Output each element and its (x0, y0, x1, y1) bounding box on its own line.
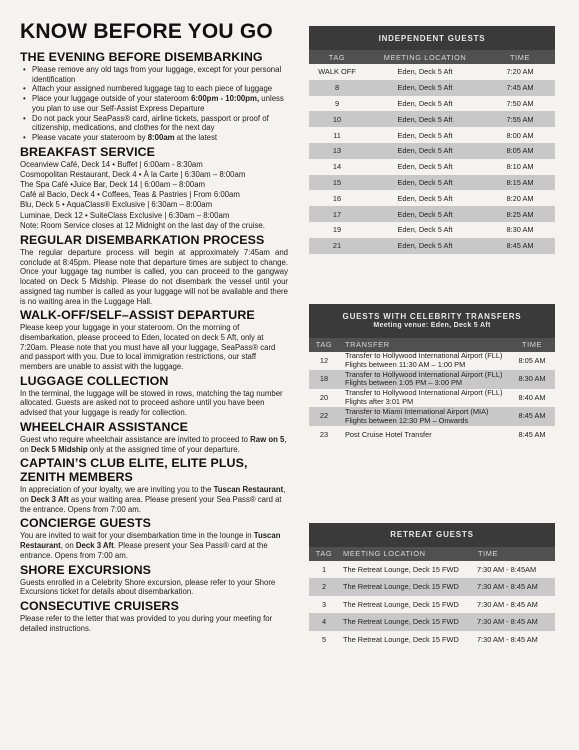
table-cell: 7:30 AM - 8:45 AM (477, 613, 555, 631)
table-cell: Eden, Deck 5 Aft (365, 80, 485, 96)
table-cell: Post Cruise Hotel Transfer (339, 426, 509, 445)
concierge-text (20, 531, 288, 560)
retreat-title: RETREAT GUESTS (309, 523, 555, 547)
table-cell: 13 (309, 143, 365, 159)
table-row (309, 111, 555, 127)
table-cell: 8:05 AM (509, 352, 555, 371)
consecutive-heading: CONSECUTIVE CRUISERS (20, 598, 179, 613)
table-cell: 8 (309, 80, 365, 96)
table-cell: 9 (309, 96, 365, 112)
evening-bullet-1: • Please remove any old tags from your luggage, except for your personal identification (32, 65, 288, 84)
table-row (309, 352, 555, 371)
table-cell: The Retreat Lounge, Deck 15 FWD (339, 613, 477, 631)
evening-bullet-3 (32, 94, 288, 113)
table-row (309, 96, 555, 112)
table-cell: 16 (309, 190, 365, 206)
transfers-rows (309, 352, 555, 445)
table-cell: Eden, Deck 5 Aft (365, 238, 485, 254)
evening-bullet-4: • Do not pack your SeaPass® card, airline tickets, passport or proof of citizenship, medications, and clothes for the next day (32, 114, 288, 133)
transfers-header (309, 304, 555, 338)
regular-heading: REGULAR DISEMBARKATION PROCESS (20, 233, 265, 248)
breakfast-heading: BREAKFAST SERVICE (20, 144, 156, 159)
table-row (309, 64, 555, 80)
table-cell: 8:10 AM (485, 159, 555, 175)
wheelchair-section (20, 420, 288, 454)
table-cell: Transfer to Hollywood International Airport (FLL) Flights between 11:30 AM – 1:00 PM (339, 352, 509, 371)
table-row (309, 190, 555, 206)
walkoff-heading: WALK-OFF/SELF–ASSIST DEPARTURE (20, 308, 255, 323)
concierge-venue: Tuscan Restaurant (20, 531, 281, 551)
breakfast-line-1: Oceanview Café, Deck 14 • Buffet | 6:00am - 8:30am (20, 159, 203, 169)
concierge-t1: You are invited to wait for your disembarkation time in the lounge in (20, 531, 254, 541)
right-column (309, 26, 555, 648)
table-cell: 8:45 AM (485, 238, 555, 254)
captains-venue: Tuscan Restaurant (213, 485, 284, 495)
wheelchair-text (20, 435, 288, 454)
evening-list (20, 65, 288, 143)
table-cell: 8:40 AM (509, 389, 555, 408)
table-cell: The Retreat Lounge, Deck 15 FWD (339, 578, 477, 596)
concierge-t3: , on (60, 541, 76, 551)
table-cell: 7:50 AM (485, 96, 555, 112)
concierge-deck: Deck 3 Aft (75, 541, 114, 551)
evening-bullet-3-post: unless you plan to use our Self-Assist Express Departure (32, 94, 284, 113)
table-cell: Transfer to Miami International Airport (MIA) Flights between 12:30 PM – Onwards (339, 407, 509, 426)
table-cell: 7:30 AM - 8:45 AM (477, 631, 555, 649)
wheelchair-venue: Raw on 5 (250, 434, 285, 444)
transfers-col-time: TIME (509, 338, 555, 352)
table-cell: Eden, Deck 5 Aft (365, 175, 485, 191)
table-cell: Eden, Deck 5 Aft (365, 206, 485, 222)
transfers-subtitle: Meeting venue: Eden, Deck 5 Aft (373, 322, 491, 330)
breakfast-line-2: Cosmopolitan Restaurant, Deck 4 • À la Carte | 6:30am – 8:00am (20, 169, 246, 179)
table-cell: The Retreat Lounge, Deck 15 FWD (339, 561, 477, 579)
evening-heading: THE EVENING BEFORE DISEMBARKING (20, 50, 263, 64)
table-cell: 19 (309, 222, 365, 238)
table-cell: 8:15 AM (485, 175, 555, 191)
table-row (309, 175, 555, 191)
table-row (309, 370, 555, 389)
transfers-title: GUESTS WITH CELEBRITY TRANSFERS (342, 312, 522, 322)
table-cell: 8:00 AM (485, 127, 555, 143)
retreat-rows (309, 561, 555, 649)
walkoff-text: Please keep your luggage in your stateroom. On the morning of disembarkation, please proceed to Eden, located on deck 5 Aft, only at 7:20am. Please note that you must have all your luggage, SeaPass® card and passport with you. Due to local immigration restrictions, our staff members are unable to assist with the luggage. (20, 323, 276, 372)
table-cell: 1 (309, 561, 339, 579)
table-row (309, 222, 555, 238)
table-cell: Eden, Deck 5 Aft (365, 222, 485, 238)
consecutive-section (20, 599, 288, 633)
table-cell: Transfer to Hollywood International Airport (FLL) Flights between 1:05 PM – 3:00 PM (339, 370, 509, 389)
table-row (309, 561, 555, 579)
table-cell: 7:30 AM - 8:45AM (477, 561, 555, 579)
table-cell: Eden, Deck 5 Aft (365, 127, 485, 143)
table-cell: Eden, Deck 5 Aft (365, 190, 485, 206)
captains-section (20, 456, 288, 514)
breakfast-line-5: Blu, Deck 5 • AquaClass® Exclusive | 6:30am – 8:00am (20, 200, 213, 210)
captains-heading (20, 456, 288, 484)
evening-bullet-2: • Attach your assigned numbered luggage tag to each piece of luggage (32, 84, 288, 94)
retreat-col-tag: TAG (309, 547, 339, 561)
table-cell: 7:30 AM - 8:45 AM (477, 596, 555, 614)
luggage-heading: LUGGAGE COLLECTION (20, 373, 169, 388)
table-cell: The Retreat Lounge, Deck 15 FWD (339, 596, 477, 614)
retreat-col-location: MEETING LOCATION (339, 547, 477, 561)
table-cell: 8:45 AM (509, 407, 555, 426)
captains-heading-line-1: CAPTAIN’S CLUB ELITE, ELITE PLUS, (20, 456, 248, 471)
evening-bullet-3-pre: Place your luggage outside of your stateroom (32, 94, 192, 104)
table-cell: 7:20 AM (485, 64, 555, 80)
table-cell: 22 (309, 407, 339, 426)
regular-section (20, 233, 288, 306)
table-cell: 8:25 AM (485, 206, 555, 222)
table-cell: Transfer to Hollywood International Airport (FLL) Flights after 3:01 PM (339, 389, 509, 408)
table-row (309, 80, 555, 96)
concierge-heading: CONCIERGE GUESTS (20, 516, 152, 531)
independent-col-location: MEETING LOCATION (365, 50, 485, 64)
table-row (309, 407, 555, 426)
table-cell: 2 (309, 578, 339, 596)
captains-t3: , on (20, 485, 286, 504)
captains-t1: In appreciation of your loyalty, we are inviting you to the (20, 485, 214, 495)
captains-heading-line-2: ZENITH MEMBERS (20, 470, 133, 485)
table-row (309, 389, 555, 408)
concierge-t5: . Please present your Sea Pass® card at the entrance. Opens from 7:00 am. (20, 541, 268, 560)
table-cell: 8:30 AM (485, 222, 555, 238)
table-cell: 10 (309, 111, 365, 127)
page-title: KNOW BEFORE YOU GO (20, 20, 273, 43)
table-cell: 18 (309, 370, 339, 389)
table-cell: 11 (309, 127, 365, 143)
transfers-col-transfer: TRANSFER (339, 338, 509, 352)
excursions-heading: SHORE EXCURSIONS (20, 562, 152, 577)
breakfast-note: Note: Room Service closes at 12 Midnight on the last day of the cruise. (20, 220, 265, 230)
breakfast-section (20, 145, 288, 231)
table-cell: 7:45 AM (485, 80, 555, 96)
table-cell: 8:20 AM (485, 190, 555, 206)
table-row (309, 631, 555, 649)
transfers-table (309, 304, 555, 445)
breakfast-line-3: The Spa Café •Juice Bar, Deck 14 | 6:00am – 8:00am (20, 180, 206, 190)
table-cell: 8:05 AM (485, 143, 555, 159)
left-column (20, 20, 288, 635)
excursions-section (20, 563, 288, 597)
luggage-text: In the terminal, the luggage will be stowed in rows, matching the tag number allocated. Guests are asked not to proceed ashore until you have been advised that your luggage is ready for collection. (20, 388, 283, 418)
independent-col-time: TIME (485, 50, 555, 64)
independent-table (309, 26, 555, 254)
table-cell: 17 (309, 206, 365, 222)
captains-deck: Deck 3 Aft (30, 495, 69, 504)
table-row (309, 578, 555, 596)
table-cell: 12 (309, 352, 339, 371)
concierge-section (20, 516, 288, 560)
table-cell: 23 (309, 426, 339, 445)
luggage-section (20, 374, 288, 418)
table-cell: WALK OFF (309, 64, 365, 80)
table-cell: 20 (309, 389, 339, 408)
table-row (309, 143, 555, 159)
table-cell: 8:45 AM (509, 426, 555, 445)
table-cell: 3 (309, 596, 339, 614)
evening-bullet-5-post: at the latest (174, 132, 218, 142)
table-cell: 5 (309, 631, 339, 649)
walkoff-section (20, 308, 288, 372)
wheelchair-t5: only at the assigned time of your departure. (87, 444, 240, 454)
table-row (309, 127, 555, 143)
evening-bullet-5-time: 8:00am (147, 132, 175, 142)
table-cell: Eden, Deck 5 Aft (365, 111, 485, 127)
table-cell: 15 (309, 175, 365, 191)
independent-rows (309, 64, 555, 254)
table-row (309, 159, 555, 175)
table-cell: 14 (309, 159, 365, 175)
captains-t5: as your waiting area. Please present your Sea Pass® card at the entrance. Opens from 7:00 am. (20, 495, 282, 514)
table-cell: Eden, Deck 5 Aft (365, 64, 485, 80)
table-row (309, 238, 555, 254)
table-cell: Eden, Deck 5 Aft (365, 143, 485, 159)
retreat-col-time: TIME (477, 547, 555, 561)
captains-text (20, 485, 288, 514)
table-row (309, 426, 555, 445)
table-cell: 7:30 AM - 8:45 AM (477, 578, 555, 596)
wheelchair-t1: Guest who require wheelchair assistance are invited to proceed to (20, 434, 251, 444)
independent-title: INDEPENDENT GUESTS (309, 26, 555, 50)
transfers-col-tag: TAG (309, 338, 339, 352)
table-cell: 7:55 AM (485, 111, 555, 127)
evening-bullet-5 (32, 133, 288, 143)
breakfast-line-6: Luminae, Deck 12 • SuiteClass Exclusive | 6:30am – 8:00am (20, 210, 230, 220)
excursions-text: Guests enrolled in a Celebrity Shore excursion, please refer to your Shore Excursions ticket for details about disembarkation. (20, 577, 276, 597)
consecutive-text: Please refer to the letter that was provided to you during your meeting for detailed instructions. (20, 613, 273, 633)
table-cell: The Retreat Lounge, Deck 15 FWD (339, 631, 477, 649)
evening-bullet-5-pre: Please vacate your stateroom by (32, 132, 148, 142)
table-cell: 8:30 AM (509, 370, 555, 389)
evening-section (20, 50, 288, 143)
breakfast-line-4: Café al Bacio, Deck 4 • Coffees, Teas & Pastries | From 6:00am (20, 190, 240, 200)
table-row (309, 596, 555, 614)
wheelchair-t3: , on (20, 434, 287, 454)
evening-bullet-3-time: 6:00pm - 10:00pm, (191, 94, 260, 104)
table-cell: 21 (309, 238, 365, 254)
independent-col-tag: TAG (309, 50, 365, 64)
retreat-table (309, 523, 555, 649)
table-row (309, 613, 555, 631)
table-cell: Eden, Deck 5 Aft (365, 96, 485, 112)
table-cell: 4 (309, 613, 339, 631)
regular-text: The regular departure process will begin at approximately 7:45am and conclude at 8:45pm. Please note that departure times are subject to change. Once your luggage tag number is called, you can proceed to the gangway located on Deck 5 Midship. Please do not disembark the vessel until your assigned tag number is called as your luggage will not be available and there is no waiting area in the Luggage Hall. (20, 248, 288, 306)
table-row (309, 206, 555, 222)
table-cell: Eden, Deck 5 Aft (365, 159, 485, 175)
wheelchair-deck: Deck 5 Midship (30, 444, 88, 454)
wheelchair-heading: WHEELCHAIR ASSISTANCE (20, 419, 188, 434)
